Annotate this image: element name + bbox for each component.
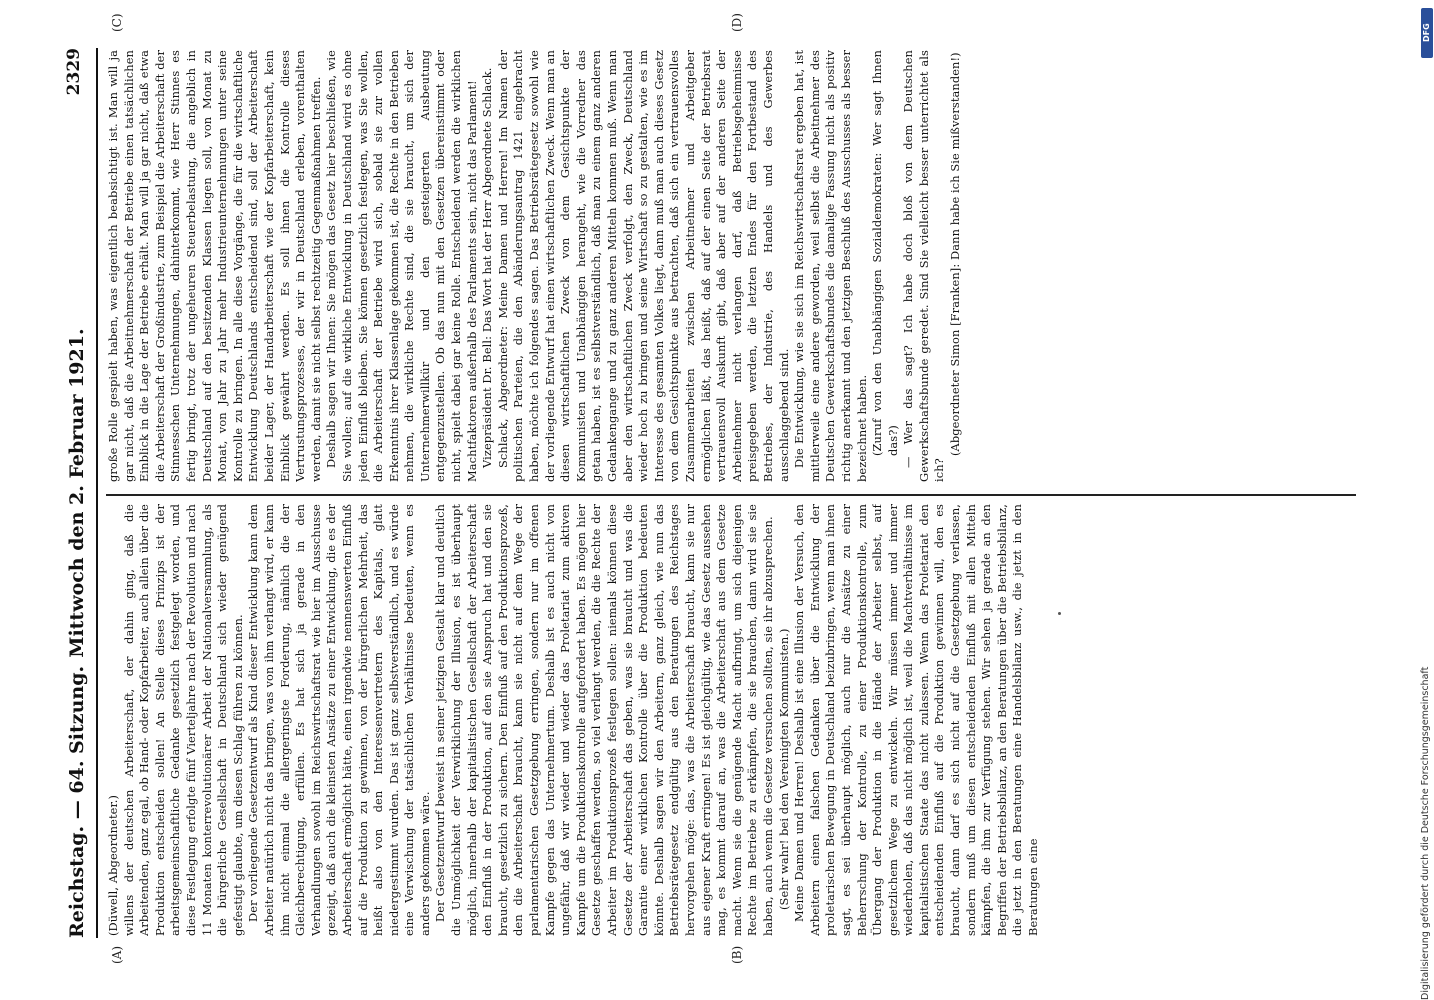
- paragraph: Der Gesetzentwurf beweist in seiner jetzigen Gestalt klar und deutlich die Unmöglichkeit der Verwirklichung der Illusion, es ist überhaupt möglich, innerhalb der kapitalistischen Gesellschaft der Arbeiterschaft den Einfluß in der Produktion, auf den sie Anspruch hat und den sie braucht, gesetzlich zu sichern. Den Einfluß auf den Produktionsprozeß, den die Arbeiterschaft braucht, kann sie nicht auf dem Wege der parlamentarischen Gesetzgebung erringen, sondern nur im offenen Kampfe gegen das Unternehmertum. Deshalb ist es auch nicht von ungefähr, daß wir wieder und wieder das Proletariat zum aktiven Kampfe um die Produktionskontrolle aufgefordert haben. Es mögen hier Gesetze geschaffen werden, so viel verlangt werden, die die Rechte der Arbeiter im Produktionsprozeß festlegen sollen: niemals können diese Gesetze der Arbeiterschaft das geben, was sie braucht und was die Garantie einer wirklichen Kontrolle über die Produktion bedeuten könnte. Deshalb sagen wir den Arbeitern, ganz gleich, wie nun das Betriebsrätegesetz endgültig aus den Beratungen des Reichstages hervorgehen möge: das, was die Arbeiterschaft braucht, kann sie nur aus eigener Kraft erringen! Es ist gleichgültig, wie das Gesetz aussehen mag, es kommt darauf an, was die Arbeiterschaft aus dem Gesetze macht. Wenn sie die genügende Macht aufbringt, um sich diejenigen Rechte im Betriebe zu erkämpfen, die sie brauchen, dann wird sie sie haben, auch wenn die Gesetze versuchen sollten, sie ihr abzusprechen.: [433, 504, 775, 936]
- interjection: (Abgeordneter Simon [Franken]: Dann habe ich Sie mißverstanden!): [948, 52, 963, 456]
- speaker-schlack: Schlack, Abgeordneter: Meine Damen und Herren! Im Namen der politischen Parteien, die den Abänderungsantrag 1421 eingebracht haben, möchte ich folgendes sagen. Das Betriebsrätegesetz sowohl wie der vorliegende Entwurf hat einen wirtschaftlichen Zweck. Wenn man an diesen wirtschaftlichen Zweck von dem Gesichtspunkte der Kommunisten und Unabhängigen herangeht, wie die Vorredner das getan haben, ist es selbstverständlich, daß man zu einem ganz anderen Gedankengange und zu ganz anderen Mitteln kommen muß. Wenn man aber den wirtschaftlichen Zweck verfolgt, den Zweck, Deutschland wieder hoch zu bringen und seine Wirtschaft so zu gestalten, wie es im Interesse des gesamten Volkes liegt, dann muß man auch dieses Gesetz von dem Gesichtspunkte aus betrachten, daß sich ein vertrauensvolles Zusammenarbeiten zwischen Arbeitnehmer und Arbeitgeber ermöglichen läßt, das heißt, daß auf der einen Seite der Betriebsrat vertrauensvoll Auskunft gibt, daß aber auf der anderen Seite der Arbeitnehmer nicht verlangen darf, daß Betriebsgeheimnisse preisgegeben werden, die letzten Endes für den Fortbestand des Betriebes, der Industrie, des Handels und des Gewerbes ausschlaggebend sind.: [495, 50, 791, 482]
- paragraph: willens der deutschen Arbeiterschaft, der dahin ging, daß die Arbeitenden, ganz egal, ob Hand- oder Kopfarbeiter, auch allein über die Produktion entscheiden sollen! An Stelle dieses Prinzips ist der arbeitsgemeinschaftliche Gedanke gesetzlich festgelegt worden, und diese Festlegung erfolgte fünf Vierteljahre nach der Revolution und nach 11 Monaten konterrevolutionärer Arbeit der Nationalversammlung, als die bürgerliche Gesellschaft in Deutschland sich wieder genügend gefestigt glaubte, um diesen Schlag führen zu können.: [121, 504, 245, 936]
- margin-mark-d: (D): [730, 13, 744, 32]
- paragraph: Deshalb sagen wir Ihnen: Sie mögen das Gesetz hier beschließen, wie Sie wollen; auf die wirkliche Entwicklung in Deutschland wird es ohne jeden Einfluß bleiben. Sie können gesetzlich festlegen, was Sie wollen, die Arbeiterschaft der Betriebe wird sich, sobald sie zur vollen Erkenntnis ihrer Klassenlage gekommen ist, die Rechte in den Betrieben nehmen, die wirkliche Rechte sind, die sie braucht, um sich der Unternehmerwillkür und den gesteigerten Ausbeutung entgegenzustellen. Ob das nun mit den Gesetzen übereinstimmt oder nicht, spielt dabei gar keine Rolle. Entscheidend werden die wirklichen Machtfaktoren außerhalb des Parlaments sein, nicht das Parlament!: [324, 50, 479, 482]
- dfg-logo-text: DFG: [1422, 23, 1431, 43]
- paragraph: Meine Damen und Herren! Deshalb ist eine Illusion der Versuch, den Arbeitern einen falschen Gedanken über die Entwicklung der proletarischen Bewegung in Deutschland beizubringen, wenn man ihnen sagt, es sei überhaupt möglich, auch nur die Ansätze zu einer Beherrschung der Kontrolle, zu einer Produktionskontrolle, zum Übergang der Produktion in die Hände der Arbeiter selbst, auf gesetzlichem Wege zu entwickeln. Wir müssen immer und immer wiederholen, daß das nicht möglich ist, weil die Machtverhältnisse im kapitalistischen Staate das nicht zulassen. Wenn das Proletariat den entscheidenden Einfluß auf die Produktion gewinnen will, den es braucht, dann darf es sich nicht auf die Gesetzgebung verlassen, sondern muß um diesen entscheidenden Einfluß mit allen Mitteln kämpfen, die ihm zur Verfügung stehen. Wir sehen ja gerade an den Begriffen der Betriebsbilanz, an den Beratungen über die Betriebsbilanz, die jetzt in den Beratungen eine Handelsbilanz usw., die jetzt in den Beratungen eine: [792, 504, 1041, 936]
- header-rule: [96, 48, 98, 938]
- margin-mark-b: (B): [730, 945, 744, 964]
- speaker-tag: (Düwell, Abgeordneter.): [106, 794, 120, 936]
- page-header: [60, 48, 100, 938]
- paragraph: Die Entwicklung, wie sie sich im Reichswirtschaftsrat ergeben hat, ist mittlerweile eine andere geworden, weil selbst die Arbeitnehmer des Deutschen Gewerkschaftsbundes die damalige Fassung nicht als positiv richtig anerkannt und den jetzigen Beschluß des Ausschusses als besser bezeichnet haben.: [792, 50, 869, 482]
- paragraph: große Rolle gespielt haben, was eigentlich beabsichtigt ist. Man will ja gar nicht, daß die Arbeitnehmerschaft der Betriebe einen tatsächlichen Einblick in die Lage der Betriebe erhält. Man will ja gar nicht, daß etwa die Arbeiterschaft der Großindustrie, zum Beispiel die Arbeiterschaft der Stinnesschen Unternehmungen, dahinterkommt, wie Herr Stinnes es fertig bringt, trotz der ungeheuren Steuerbelastung, die angeblich in Deutschland auf den besitzenden Klassen liegen soll, von Monat zu Monat, von Jahr zu Jahr mehr Industrieunternehmungen unter seine Kontrolle zu bringen. In alle diese Vorgänge, die für die wirtschaftliche Entwicklung Deutschlands entscheidend sind, soll der Arbeiterschaft beider Lager, der Handarbeiterschaft wie der Kopfarbeiterschaft, kein Einblick gewährt werden. Es soll ihnen die Kontrolle dieses Vertrustungsprozesses, der wir in Deutschland erleben, vorenthalten werden, damit sie nicht selbst rechtzeitig Gegenmaßnahmen treffen.: [106, 50, 323, 482]
- paragraph: — Wer das sagt? Ich habe doch bloß von dem Deutschen Gewerkschaftsbunde geredet. Sind Sie vielleicht besser unterrichtet als ich?: [901, 50, 947, 482]
- page-number: 2329: [64, 48, 84, 96]
- margin-mark-a: (A): [110, 945, 124, 964]
- left-column: [106, 504, 1366, 936]
- margin-mark-c: (C): [110, 13, 124, 32]
- running-head-session: Reichstag. — 64. Sitzung.: [66, 665, 88, 938]
- scan-speck: [1058, 612, 1061, 615]
- funding-credit: [1418, 0, 1434, 1000]
- document-page: [30, 0, 1410, 1000]
- running-head-date: Mittwoch den 2. Februar 1921.: [66, 328, 88, 658]
- right-column: [106, 50, 1366, 482]
- paragraph: Der vorliegende Gesetzentwurf als Kind dieser Entwicklung kann dem Arbeiter natürlich nicht das bringen, was von ihm verlangt wird, er kann ihm nicht einmal die allergeringste Forderung, nämlich die der Gleichberechtigung, erfüllen. Es hat sich ja gerade in den Verhandlungen sowohl im Reichswirtschaftsrat wie hier im Ausschusse gezeigt, daß auch die kleinsten Ansätze zu einer Entwicklung, die es der Arbeiterschaft ermöglicht hätte, einen irgendwie nennenswerten Einfluß auf die Produktion zu gewinnen, von der bürgerlichen Mehrheit, das heißt also von den Interessenvertretern des Kapitals, glatt niedergestimmt wurden. Das ist ganz selbstverständlich, und es würde eine Verwischung der tatsächlichen Verhältnisse bedeuten, wenn es anders gekommen wäre.: [246, 504, 432, 936]
- credit-text: Digitalisierung gefördert durch die Deutsche Forschungsgemeinschaft: [1420, 666, 1431, 1000]
- dfg-logo-icon: [1421, 8, 1433, 58]
- column-divider: [106, 495, 1356, 497]
- interjection: (Zuruf von den Unabhängigen Sozialdemokraten: Wer sagt Ihnen das?): [870, 50, 900, 456]
- vice-president-line: Vizepräsident Dr. Bell: Das Wort hat der Herr Abgeordnete Schlack.: [480, 67, 495, 468]
- interjection: (Sehr wahr! bei den Vereinigten Kommunisten.): [776, 628, 791, 910]
